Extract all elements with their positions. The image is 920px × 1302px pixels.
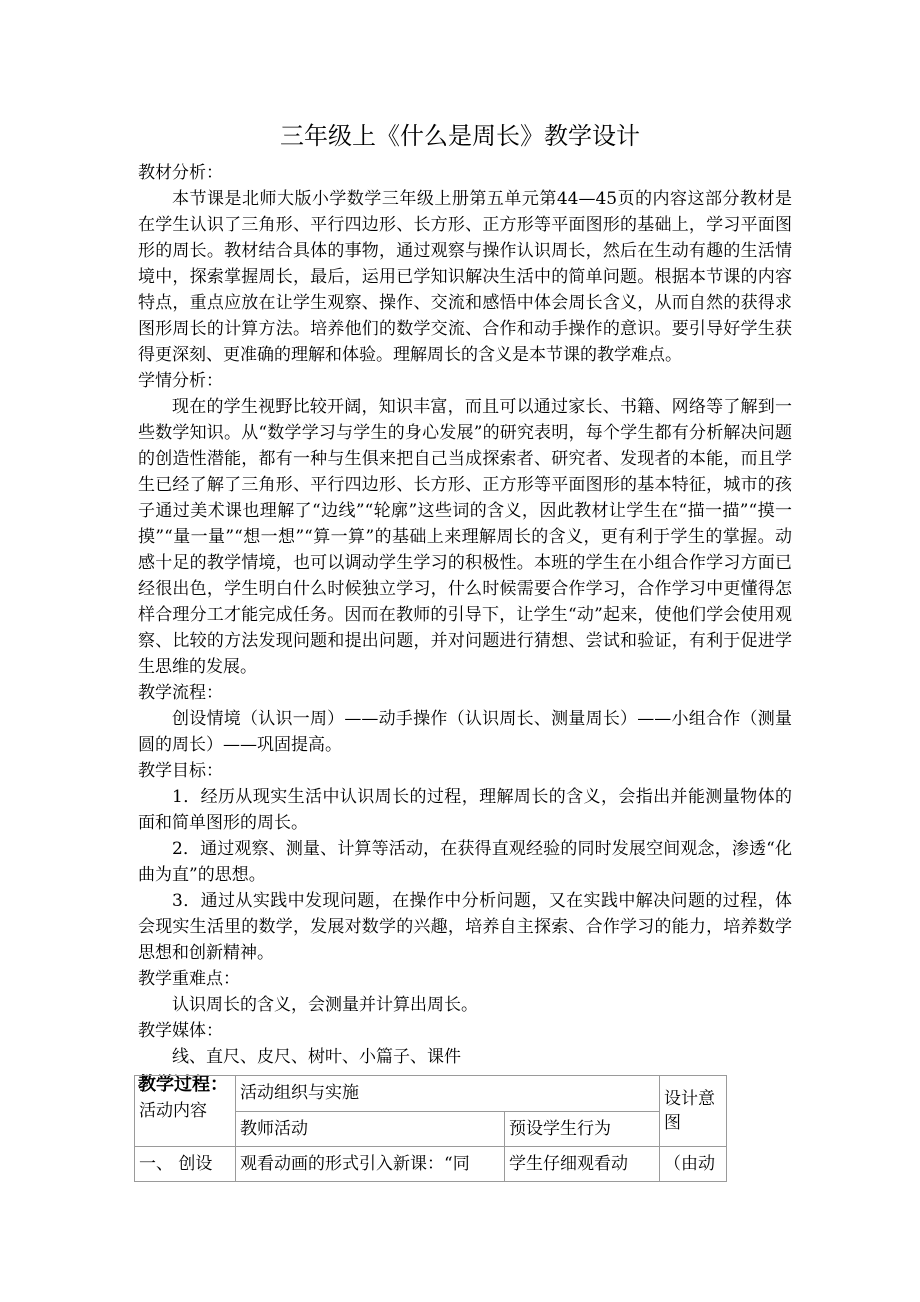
document-body [138,160,792,1098]
header-activity-organization: 活动组织与实施 [236,1076,660,1112]
header-design-intent: 设计意图 [660,1076,727,1147]
objective-item: 2．通过观察、测量、计算等活动，在获得直观经验的同时发展空间观念，渗透“化曲为直”的思想。 [138,839,792,885]
section-heading-objectives: 教学目标： [138,761,223,781]
section-heading-student-analysis: 学情分析： [138,371,223,391]
document-title: 三年级上《什么是周长》教学设计 [280,122,640,150]
section-heading-textbook-analysis: 教材分析： [138,163,223,183]
teaching-flow-text: 创设情境（认识一周）——动手操作（认识周长、测量周长）——小组合作（测量圆的周长）——巩固提高。 [138,709,792,755]
student-analysis-text: 现在的学生视野比较开阔，知识丰富，而且可以通过家长、书籍、网络等了解到一些数学知识。从“数学学习与学生的身心发展”的研究表明，每个学生都有分析解决问题的创造性潜能，都有一种与生俱来把自己当成探索者、研究者、发现者的本能，而且学生已经了解了三角形、平行四边形、长方形、正方形等平面图形的基本特征，城市的孩子通过美术课也理解了“边线”“轮廓”这些词的含义，因此教材让学生在“描一描”“摸一摸”“量一量”“想一想”“算一算”的基础上来理解周长的含义，更有利于学生的掌握。动感十足的教学情境，也可以调动学生学习的积极性。本班的学生在小组合作学习方面已经很出色，学生明白什么时候独立学习，什么时候需要合作学习，合作学习中更懂得怎样合理分工才能完成任务。因而在教师的引导下，让学生“动”起来，使他们学会使用观察、比较的方法发现问题和提出问题，并对问题进行猜想、尝试和验证，有利于促进学生思维的发展。 [138,397,792,677]
section-heading-teaching-flow: 教学流程： [138,683,223,703]
process-table [134,1075,727,1182]
row-activity-cell: 一、 创设 [135,1147,236,1182]
objective-item: 3．通过从实践中发现问题，在操作中分析问题，又在实践中解决问题的过程，体会现实生活里的数学，发展对数学的兴趣，培养自主探索、合作学习的能力，培养数学思想和创新精神。 [138,891,792,963]
media-text: 线、直尺、皮尺、树叶、小篇子、课件 [172,1047,461,1067]
section-heading-key-points: 教学重难点： [138,969,240,989]
section-heading-media: 教学媒体： [138,1021,223,1041]
section-heading-process: 教学过程： [138,1074,228,1095]
header-teacher-activity: 教师活动 [236,1111,505,1147]
header-activity-content: 活动内容 [135,1076,236,1147]
objective-item: 1．经历从现实生活中认识周长的过程，理解周长的含义，会指出并能测量物体的面和简单图形的周长。 [138,787,792,833]
key-points-text: 认识周长的含义，会测量并计算出周长。 [172,995,478,1015]
header-student-behavior: 预设学生行为 [505,1111,660,1147]
table-row [135,1147,727,1182]
row-teacher-cell: 观看动画的形式引入新课：“同 [236,1147,505,1182]
row-student-cell: 学生仔细观看动 [505,1147,660,1182]
textbook-analysis-text: 本节课是北师大版小学数学三年级上册第五单元第44—45页的内容这部分教材是在学生认识了三角形、平行四边形、长方形、正方形等平面图形的基础上，学习平面图形的周长。教材结合具体的事物，通过观察与操作认识周长，然后在生动有趣的生活情境中，探索掌握周长，最后，运用已学知识解决生活中的简单问题。根据本节课的内容特点，重点应放在让学生观察、操作、交流和感悟中体会周长含义，从而自然的获得求图形周长的计算方法。培养他们的数学交流、合作和动手操作的意识。要引导好学生获得更深刻、更准确的理解和体验。理解周长的含义是本节课的教学难点。 [138,189,792,365]
row-intent-cell: （由动 [660,1147,727,1182]
